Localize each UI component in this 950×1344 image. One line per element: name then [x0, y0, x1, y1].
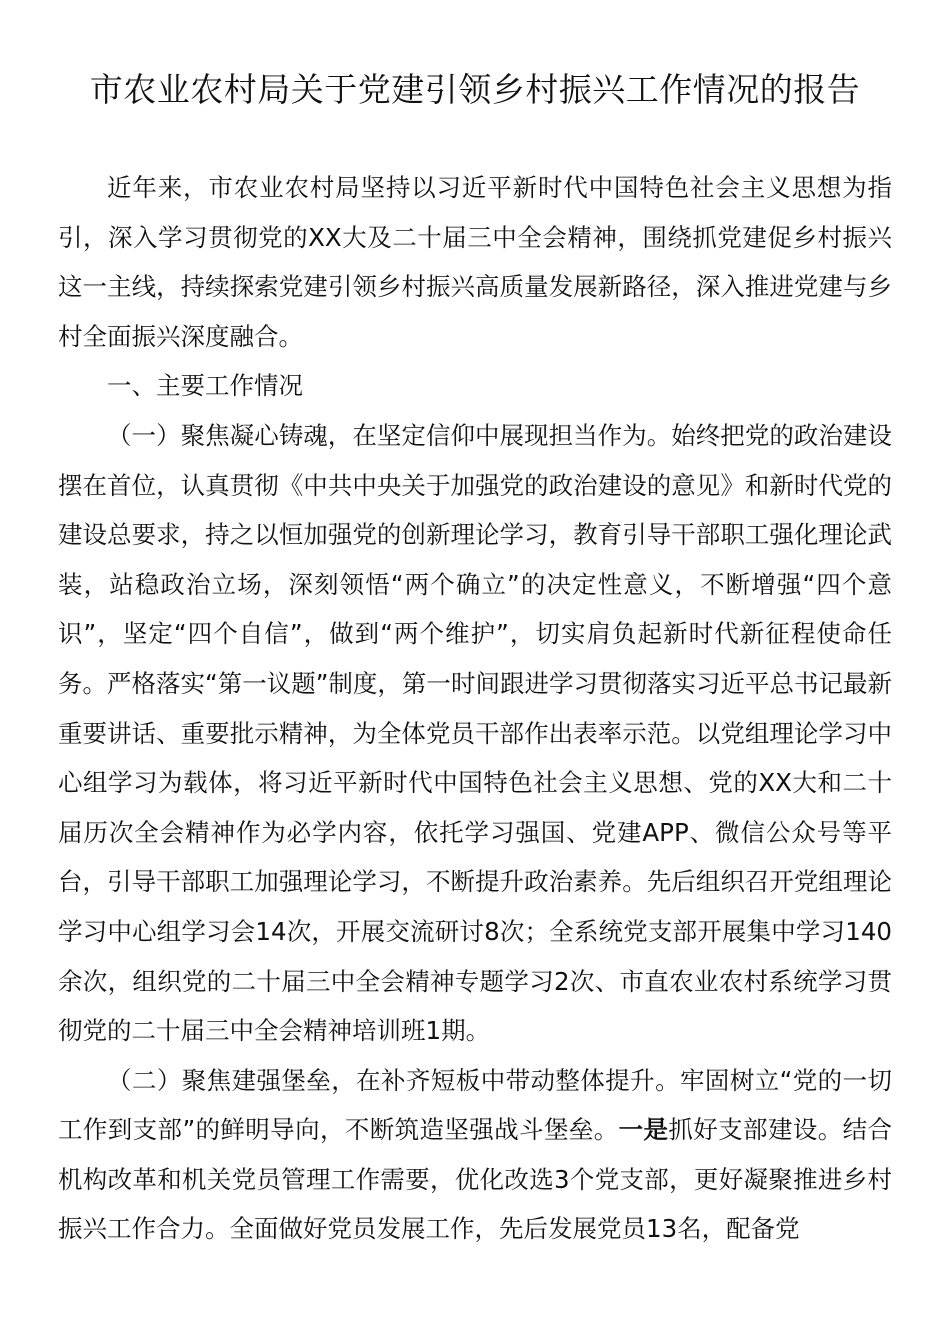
section-heading: 一、主要工作情况 [107, 371, 303, 401]
paragraph-text-before: （二）聚焦建强堡垒，在补齐短板中带动整体提升。牢固树立“党的一切工作到支部”的鲜明导向，不断筑造坚强战斗堡垒。 [58, 1065, 892, 1145]
paragraph-political-building: （一）聚焦凝心铸魂，在坚定信仰中展现担当作为。始终把党的政治建设摆在首位，认真贯彻《中共中央关于加强党的政治建设的意见》和新时代党的建设总要求，持之以恒加强党的创新理论学习，教育引导干部职工强化理论武装，站稳政治立场，深刻领悟“两个确立”的决定性意义，不断增强“四个意识”，坚定“四个自信”，做到“两个维护”，切实肩负起新时代新征程使命任务。严格落实“第一议题”制度，第一时间跟进学习贯彻落实习近平总书记最新重要讲话、重要批示精神，为全体党员干部作出表率示范。以党组理论学习中心组学习为载体，将习近平新时代中国特色社会主义思想、党的XX大和二十届历次全会精神作为必学内容，依托学习强国、党建APP、微信公众号等平台，引导干部职工加强理论学习，不断提升政治素养。先后组织召开党组理论学习中心组学习会14次，开展交流研讨8次；全系统党支部开展集中学习140余次，组织党的二十届三中全会精神专题学习2次、市直农业农村系统学习贯彻党的二十届三中全会精神培训班1期。 [58, 420, 892, 1046]
bold-marker: 一是 [618, 1115, 669, 1145]
document-title: 市农业农村局关于党建引领乡村振兴工作情况的报告 [89, 70, 861, 109]
document-body [58, 163, 892, 1254]
paragraph-text-after: 抓好支部建设。结合机构改革和机关党员管理工作需要，优化改选3个党支部，更好凝聚推进乡村振兴工作合力。全面做好党员发展工作，先后发展党员13名，配备党 [58, 1115, 892, 1244]
paragraph-intro: 近年来，市农业农村局坚持以习近平新时代中国特色社会主义思想为指引，深入学习贯彻党的XX大及二十届三中全会精神，围绕抓党建促乡村振兴这一主线，持续探索党建引领乡村振兴高质量发展新路径，深入推进党建与乡村全面振兴深度融合。 [58, 173, 892, 351]
paragraph-branch-building [58, 1056, 892, 1254]
